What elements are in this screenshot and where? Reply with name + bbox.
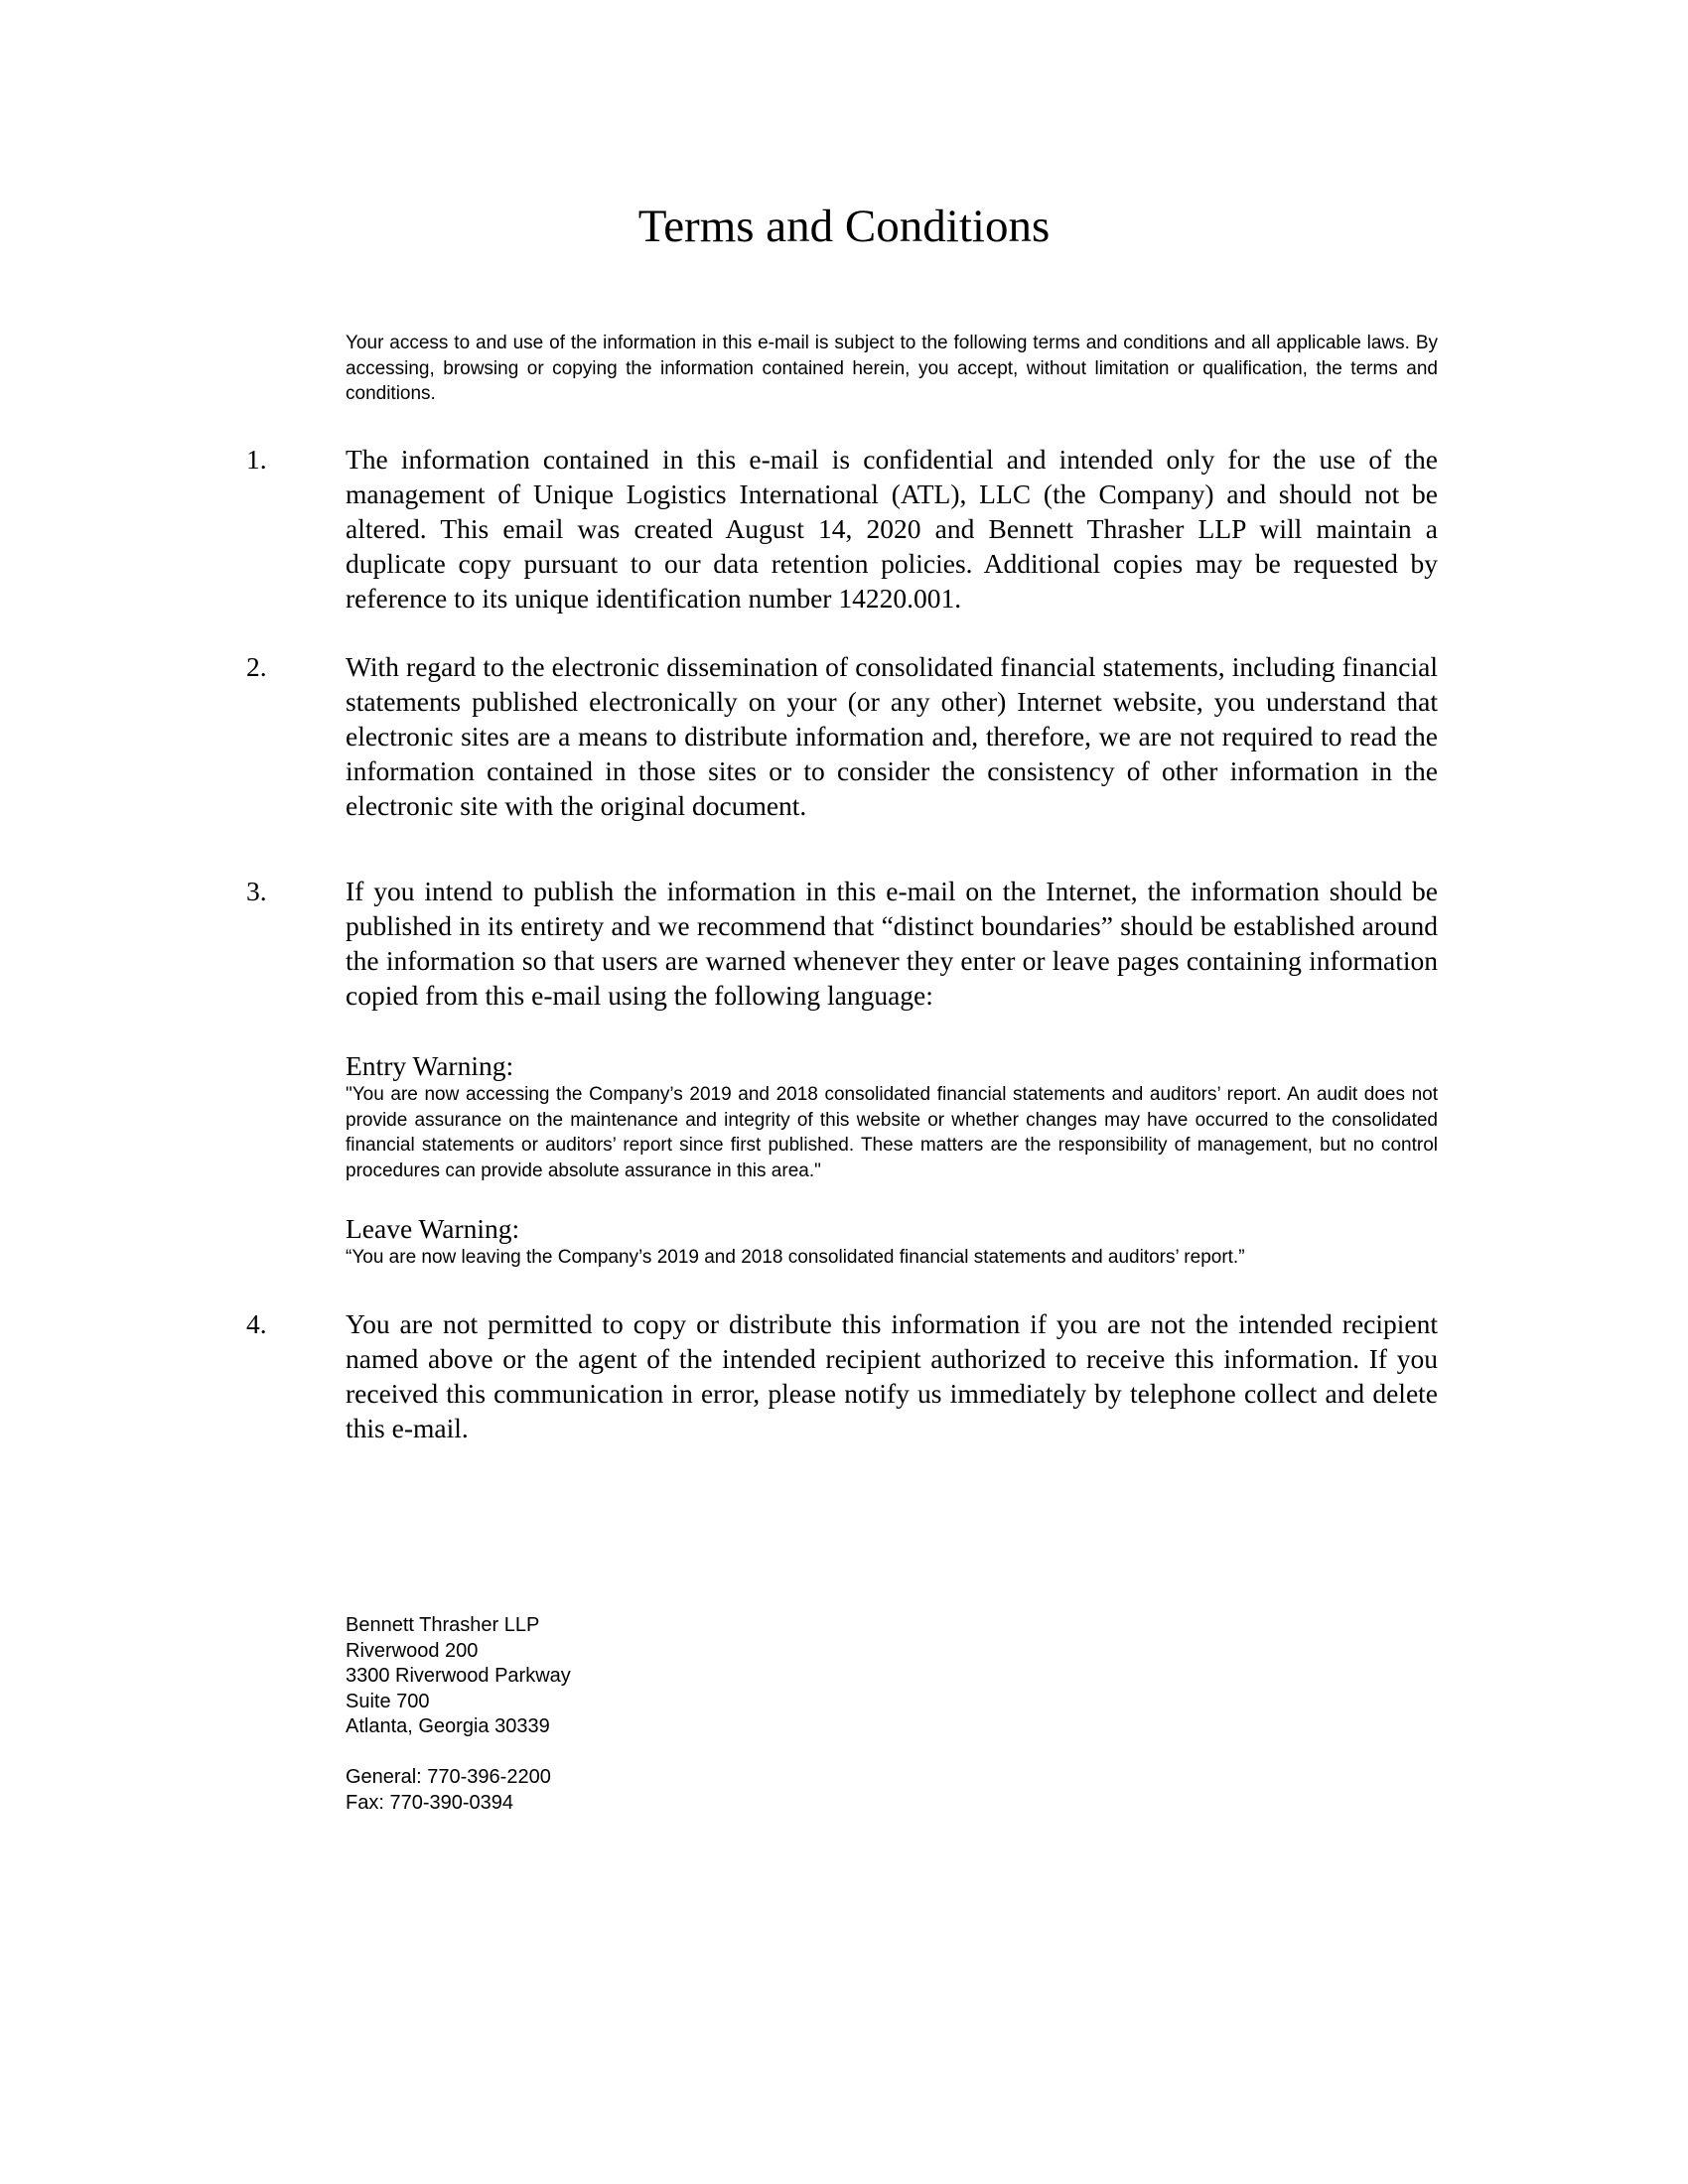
list-item-text: With regard to the electronic dissemination of consolidated financial statements, including financial statements published electronically on your (or any other) Internet website, you understand that electronic sites are a means to distribute information and, therefore, we are not required to read the information contained in those sites or to consider the consistency of other information in the electronic site with the original document. — [346, 651, 1438, 821]
address-line: Riverwood 200 — [346, 1639, 479, 1662]
leave-warning — [346, 1213, 1438, 1271]
intro-paragraph: Your access to and use of the information in this e-mail is subject to the following terms and conditions and all applicable laws. By accessing, browsing or copying the information contained herein, you accept, without limitation or qualification, the terms and conditions. — [346, 333, 1438, 404]
leave-warning-text: “You are now leaving the Company’s 2019 and 2018 consolidated financial statements and auditors’ report.” — [346, 1247, 1245, 1268]
address-line: Atlanta, Georgia 30339 — [346, 1715, 550, 1737]
firm-name: Bennett Thrasher LLP — [346, 1614, 540, 1636]
firm-address — [346, 1613, 571, 1816]
entry-warning-heading: Entry Warning: — [346, 1050, 514, 1081]
list-item-number: 4. — [246, 1308, 267, 1339]
entry-warning-text: "You are now accessing the Company’s 2019 and 2018 consolidated financial statements and auditors’ report. An audit does not provide assurance on the maintenance and integrity of this website or whether changes may have occurred to the consolidated financial statements or auditors’ report since first published. These matters are the responsibility of management, but no control procedures can provide absolute assurance in this area." — [346, 1084, 1438, 1181]
fax-number: Fax: 770-390-0394 — [346, 1791, 514, 1814]
entry-warning — [346, 1050, 1438, 1183]
list-item-number: 1. — [246, 444, 267, 475]
page-title: Terms and Conditions — [637, 201, 1051, 252]
address-line: Suite 700 — [346, 1690, 430, 1712]
phone-number: General: 770-396-2200 — [346, 1766, 551, 1788]
leave-warning-heading: Leave Warning: — [346, 1213, 520, 1244]
list-item-number: 3. — [246, 876, 267, 906]
address-line: 3300 Riverwood Parkway — [346, 1665, 571, 1687]
list-item-text: The information contained in this e-mail is confidential and intended only for the use of the management of Unique Logistics International (ATL), LLC (the Company) and should not be altered. This email was created August 14, 2020 and Bennett Thrasher LLP will maintain a duplicate copy pursuant to our data retention policies. Additional copies may be requested by reference to its unique identification number 14220.001. — [346, 444, 1438, 614]
list-item-number: 2. — [246, 651, 267, 682]
list-item-text: If you intend to publish the information in this e-mail on the Internet, the information should be published in its entirety and we recommend that “distinct boundaries” should be established around the information so that users are warned whenever they enter or leave pages containing information copied from this e-mail using the following language: — [346, 876, 1438, 1011]
address-spacer — [346, 1740, 571, 1766]
list-item-text: You are not permitted to copy or distribute this information if you are not the intended recipient named above or the agent of the intended recipient authorized to receive this information. If you received this communication in error, please notify us immediately by telephone collect and delete this e-mail. — [346, 1308, 1438, 1443]
